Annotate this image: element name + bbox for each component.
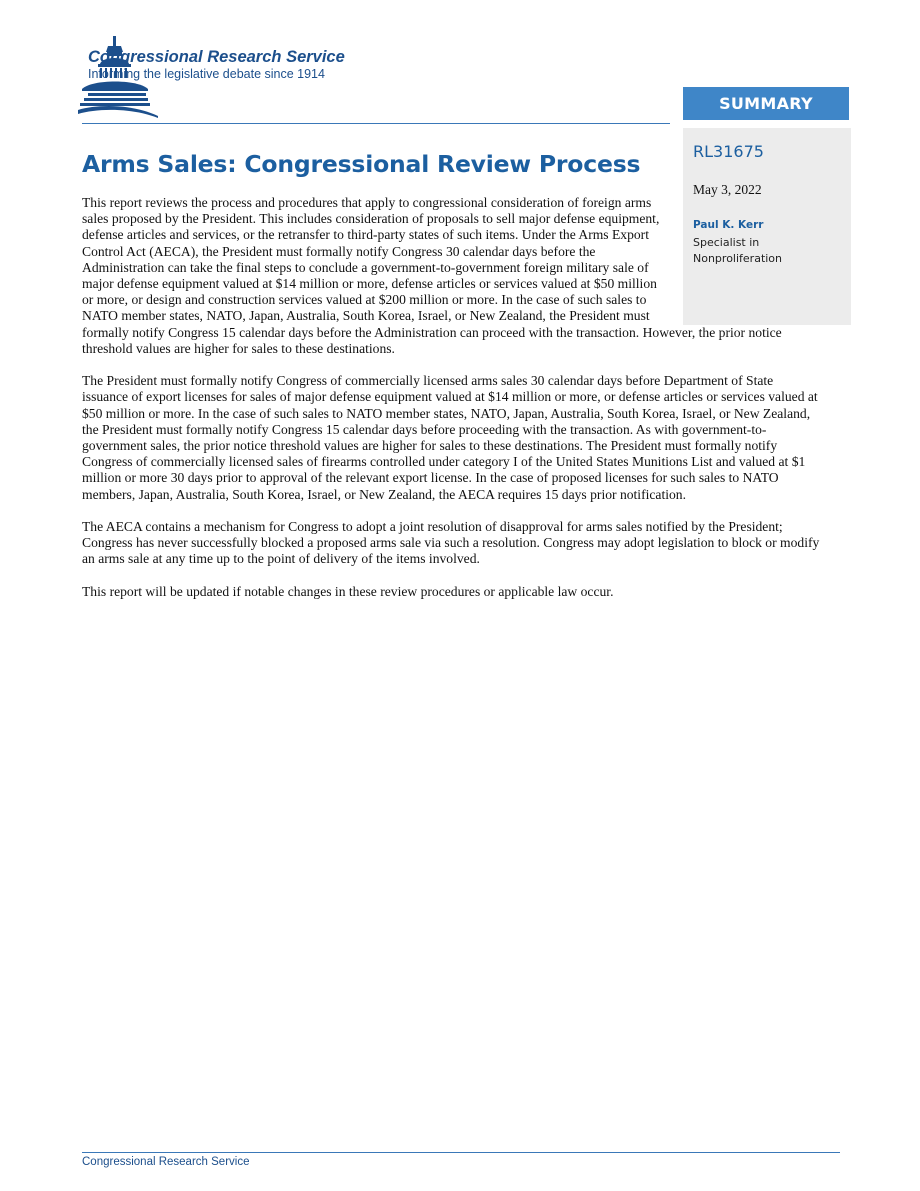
author-name: Paul K. Kerr bbox=[693, 219, 764, 231]
footer-divider bbox=[82, 1152, 840, 1153]
paragraph: The President must formally notify Congress of commercially licensed arms sales 30 calendar days before Department of State issuance of export licenses for sales of major defense equipment valued at $14 million or more, or defense articles or services valued at $50 million or more. In the case of such sales to NATO member states, NATO, Japan, Australia, South Korea, Israel, or New Zealand, the President must formally notify Congress 15 calendar days before proceeding with the transaction. As with government-to-government sales, the prior notice threshold values are higher for sales to these destinations. The President must formally notify Congress of commercially licensed sales of firearms controlled under category I of the United States Munitions List and valued at $1 million or more 30 days prior to approval of the relevant export license. In the case of proposed licenses for such sales to NATO members, Japan, Australia, South Korea, Israel, or New Zealand, the AECA requires 15 days prior notification. bbox=[82, 373, 818, 502]
summary-body bbox=[82, 195, 820, 616]
paragraph: The AECA contains a mechanism for Congress to adopt a joint resolution of disapproval for arms sales notified by the President; Congress has never successfully blocked a proposed arms sale via such a resolution. Congress may adopt legislation to block or modify an arms sale at any time up to the point of delivery of the items involved. bbox=[82, 519, 820, 567]
header-divider bbox=[82, 123, 670, 124]
summary-tab: SUMMARY bbox=[683, 87, 849, 120]
report-number: RL31675 bbox=[693, 142, 764, 161]
org-tagline: Informing the legislative debate since 1914 bbox=[88, 67, 325, 81]
report-date: May 3, 2022 bbox=[693, 182, 762, 197]
sidebar-wrap-spacer bbox=[662, 195, 820, 322]
org-name: Congressional Research Service bbox=[88, 48, 345, 66]
paragraph: This report reviews the process and procedures that apply to congressional consideration of foreign arms sales proposed by the President. This includes consideration of proposals to sell major defense equipment, defense articles and services, or the retransfer to third-party states of such items. Under the Arms Export Control Act (AECA), the President must formally notify Congress 30 calendar days before the Administration can take the final steps to conclude a government-to-government foreign military sale of major defense equipment valued at $14 million or more, defense articles or services valued at $50 million or more, or design and construction services valued at $200 million or more. In the case of such sales to NATO member states, NATO, Japan, Australia, South Korea, Israel, or New Zealand, the President must formally notify Congress 15 calendar days before the Administration can proceed with the transaction. However, the prior notice threshold values are higher for sales to these destinations. bbox=[82, 195, 782, 356]
page-title: Arms Sales: Congressional Review Process bbox=[82, 150, 641, 178]
author-title: Specialist in Nonproliferation bbox=[693, 236, 783, 265]
footer-label: Congressional Research Service bbox=[82, 1156, 250, 1168]
paragraph: This report will be updated if notable changes in these review procedures or applicable law occur. bbox=[82, 583, 614, 599]
